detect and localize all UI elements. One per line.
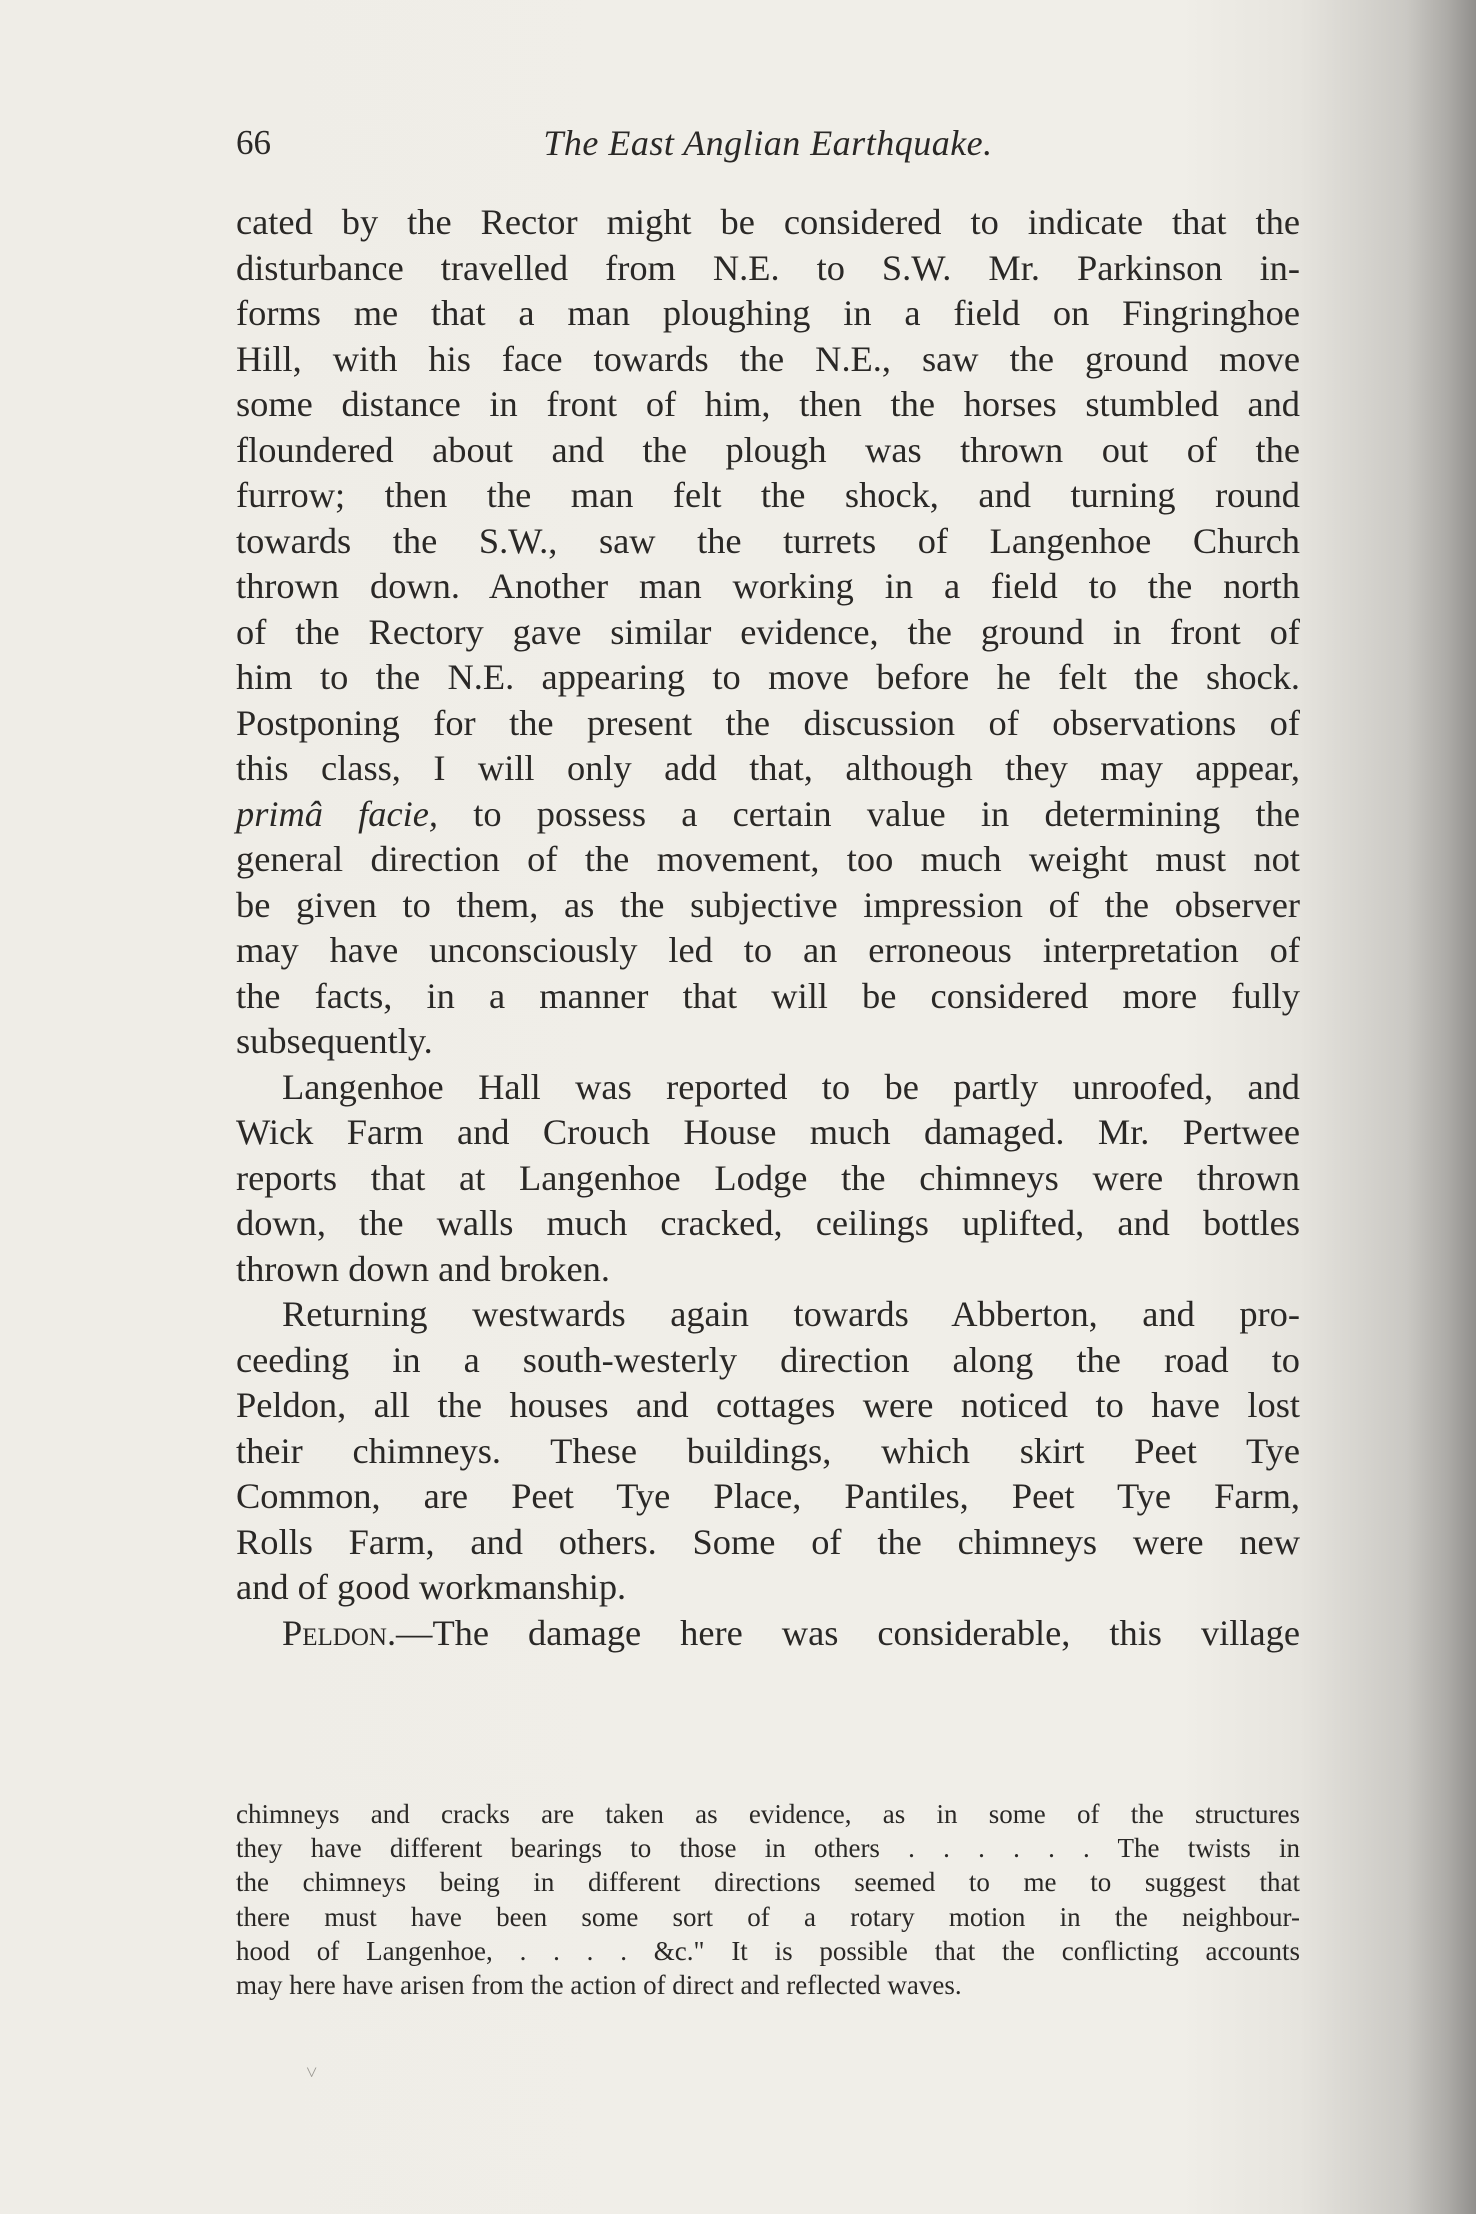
text-line: thrown down. Another man working in a field to the north	[236, 566, 1300, 606]
text-line: ceeding in a south-westerly direction along the road to	[236, 1339, 1300, 1380]
text-line: Returning westwards again towards Abberton, and pro-	[282, 1294, 1300, 1334]
text-line: their chimneys. These buildings, which skirt Peet Tye	[236, 1430, 1300, 1471]
text-fragment: to possess a certain value in determining the	[438, 793, 1301, 834]
text-line: reports that at Langenhoe Lodge the chimneys were thrown	[236, 1157, 1300, 1198]
page-header	[236, 118, 1300, 168]
text-line: him to the N.E. appearing to move before he felt the shock.	[236, 657, 1300, 697]
footnote-line: chimneys and cracks are taken as evidence, as in some of the structures	[236, 1799, 1300, 1829]
running-title: The East Anglian Earthquake.	[543, 123, 993, 163]
text-line: Hill, with his face towards the N.E., saw the ground move	[236, 338, 1300, 379]
text-line: subsequently.	[236, 1021, 433, 1061]
text-line-latin-phrase	[236, 792, 1300, 838]
text-line: Postponing for the present the discussion of observations of	[236, 702, 1300, 743]
text-line	[236, 1611, 1300, 1657]
text-line: of the Rectory gave similar evidence, the ground in front of	[236, 611, 1300, 652]
text-line: the facts, in a manner that will be considered more fully	[236, 975, 1300, 1016]
text-line: towards the S.W., saw the turrets of Langenhoe Church	[236, 520, 1300, 561]
latin-phrase: primâ facie,	[236, 793, 439, 834]
text-line: Common, are Peet Tye Place, Pantiles, Peet Tye Farm,	[236, 1476, 1300, 1516]
text-line: down, the walls much cracked, ceilings uplifted, and bottles	[236, 1203, 1300, 1243]
page-number: 66	[236, 123, 271, 162]
footnote	[236, 1797, 1300, 2002]
text-line: be given to them, as the subjective impression of the observer	[236, 884, 1300, 925]
body-text	[236, 200, 1300, 1656]
text-line: may have unconsciously led to an erroneous interpretation of	[236, 930, 1300, 970]
text-line: forms me that a man ploughing in a field on Fingringhoe	[236, 293, 1300, 333]
print-mark: ˅	[306, 2062, 318, 2084]
text-line: thrown down and broken.	[236, 1248, 610, 1289]
paragraph-continuation	[236, 200, 1300, 1065]
text-line: this class, I will only add that, although they may appear,	[236, 748, 1300, 788]
text-line: Rolls Farm, and others. Some of the chimneys were new	[236, 1521, 1300, 1562]
text-line: some distance in front of him, then the horses stumbled and	[236, 384, 1300, 424]
text-line: floundered about and the plough was thrown out of the	[236, 429, 1300, 470]
paragraph-langenhoe-hall	[236, 1065, 1300, 1293]
footnote-line: may here have arisen from the action of direct and reflected waves.	[236, 1970, 962, 2001]
footnote-line: there must have been some sort of a rotary motion in the neighbour-	[236, 1901, 1300, 1932]
text-line: Peldon, all the houses and cottages were noticed to have lost	[236, 1385, 1300, 1425]
paragraph-returning-westwards	[236, 1292, 1300, 1611]
text-line: disturbance travelled from N.E. to S.W. Mr. Parkinson in-	[236, 247, 1300, 288]
text-line: and of good workmanship.	[236, 1567, 627, 1607]
footnote-line: hood of Langenhoe, . . . . &c." It is possible that the conflicting accounts	[236, 1935, 1300, 1966]
paragraph-peldon	[236, 1611, 1300, 1657]
text-fragment: —The damage here was considerable, this village	[396, 1612, 1300, 1653]
text-line: Wick Farm and Crouch House much damaged. Mr. Pertwee	[236, 1112, 1300, 1152]
section-heading-peldon: Peldon.	[282, 1612, 397, 1653]
text-line: cated by the Rector might be considered to indicate that the	[236, 202, 1300, 242]
footnote-line: they have different bearings to those in others . . . . . . The twists in	[236, 1833, 1300, 1864]
spine-shadow	[1406, 0, 1476, 2214]
text-line: furrow; then the man felt the shock, and turning round	[236, 475, 1300, 515]
text-line: general direction of the movement, too much weight must not	[236, 839, 1300, 879]
text-line: Langenhoe Hall was reported to be partly unroofed, and	[282, 1066, 1300, 1107]
footnote-line: the chimneys being in different directions seemed to me to suggest that	[236, 1867, 1300, 1898]
